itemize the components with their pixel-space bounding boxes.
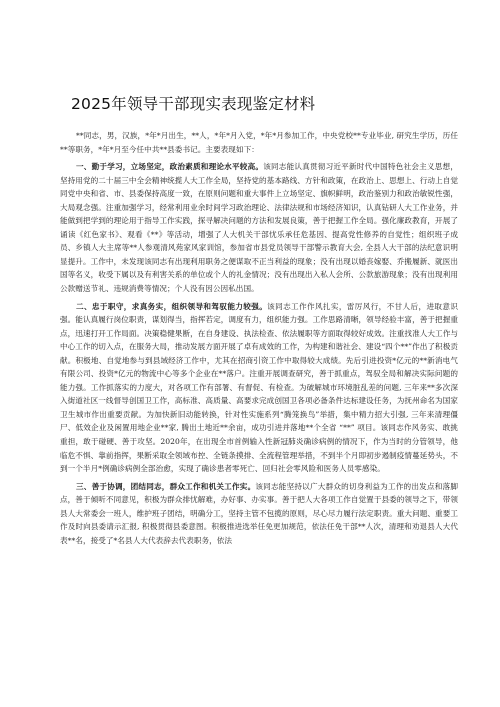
section-body: 该同志能认真贯彻习近平新时代中国特色社会主义思想，坚持用党的二十届三中全会精神统揽人大工作全局，坚持党的基本路线、方针和政策，在政治上、思想上、行动上自觉同党中央和省、市、县委保持高度一致，在原则问题和重大事件上立场坚定、旗帜鲜明，政治鉴别力和政治敏锐性强，大局观念强。注重加强学习，经常利用业余时间学习政治理论、法律法规和市场经济知识，认真钻研人大工作业务，并能做到把学到的理论用于指导工作实践，探寻解决问题的方法和发展良策，善于把握工作全局。强化廉政教育，开展了诵读《红色家书》、观看《**》等活动，增强了人大机关干部忧乐承任危基因、提高党性修养的自觉性；组织班子成员、乡镇人大主席等**人参观清风苑家风家训馆，参加省市县党员领导干部警示教育大会, 全县人大干部的法纪意识明显提升。工作中，未发现该同志有出现利用职务之便谋取不正当利益的现象；没有出现以婚丧嫁娶、乔搬履新、就医出国等名义，收受下属以及有利害关系的单位或个人的礼金情况；没有出现出入私人会所、公款旅游现象；没有出现利用公款赠送节礼、违规消费等情况；个人没有因公因私出国。 (60, 162, 459, 294)
section-paragraph (60, 300, 458, 476)
section-paragraph (60, 160, 458, 295)
section-heading: 二、忠于职守，求真务实，组织领导和驾驭能力较强。 (76, 301, 268, 311)
section-heading: 一、勤于学习，立场坚定，政治素质和理论水平较高。 (76, 162, 264, 172)
section-heading: 三、善于协调，团结同志，群众工作和机关工作实。 (76, 481, 256, 491)
section-body: 该同志能坚持以广大群众的切身利益为工作的出发点和落脚点，善于倾听不同意见，积极为群众排忧解难，办好事、办实事。善于把人大各项工作自觉置于县委的领导之下，带领县人大常委会一班人，维护班子团结，明确分工，坚持主管不包揽的原则，尽心尽力履行法定职责。重大问题、重要工作及时向县委请示汇报, 积极贯彻县委意图。积极推进选举任免更加规范，依法任免干部**人次，清理和劝退县人大代表**名，接受了*名县人大代表辞去代表职务，依法 (60, 481, 458, 545)
section-paragraph (60, 480, 458, 548)
document-body (60, 129, 458, 547)
section-body: 该同志工作作风扎实，雷厉风行，不甘人后，进取意识强。能认真履行岗位职责，谋划得当，指挥若定，调度有力，组织能力强。工作思路清晰，领导经验丰富，善于把握重点，迅速打开工作局面。决策稳健果断，在自身建设、执法检查、依法履职等方面取得较好成效。注重找准人大工作与中心工作的切入点，在服务大局，推动发展方面开展了卓有成效的工作，为构建和谐社会、建设“四个**”作出了积极贡献。积极地、自觉地参与到县域经济工作中，尤其在招商引资工作中取得较大成绩。先后引进投资*亿元的**新消电气有限公司、投资*亿元的物流中心等多个企业在**落户。注重开展调查研究，善于抓重点，驾驭全局和解决实际问题的能力强。工作抓落实的力度大，对各项工作有部署、有督促、有检查。为破解城市环境脏乱差的问题, 三年来**多次深入街道社区一线督导创国卫工作，高标准、高质量、高要求完成创国卫各项必备条件达标建设任务，为抚州命名为国家卫生城市作出重要贡献。为加快新旧动能转换，针对性实施系列“腾笼换鸟”举措，集中精力招大引强, 三年来清理僵尸、低效企业及闲置用地企业**家, 腾出土地近**余亩，成功引进并落地**个全省 “**” 项目。该同志作风务实、敢挑重担，敢于碰硬、善于攻坚。2020年，在出现全市首例输入性新冠肺炎确诊病例的情况下，作为当时的分管领导，他临危不惧、靠前指挥，果断采取全领域布控、全链条摸排、全流程管理举措，不到半个月即初步遏制疫情蔓延势头，不到一个半月*例确诊病例全部治愈，实现了确诊患者零死亡、回归社会零风险和医务人员零感染。 (60, 301, 458, 474)
intro-paragraph: **同志，男，汉族，*年*月出生，**人，*年*月入党，*年*月参加工作，中央党校**专业毕业, 研究生学历，历任**等职务，*年*月至今任中共**县委书记。主要表现如下： (60, 131, 458, 154)
document-title: 2025年领导干部现实表现鉴定材料 (71, 95, 316, 113)
